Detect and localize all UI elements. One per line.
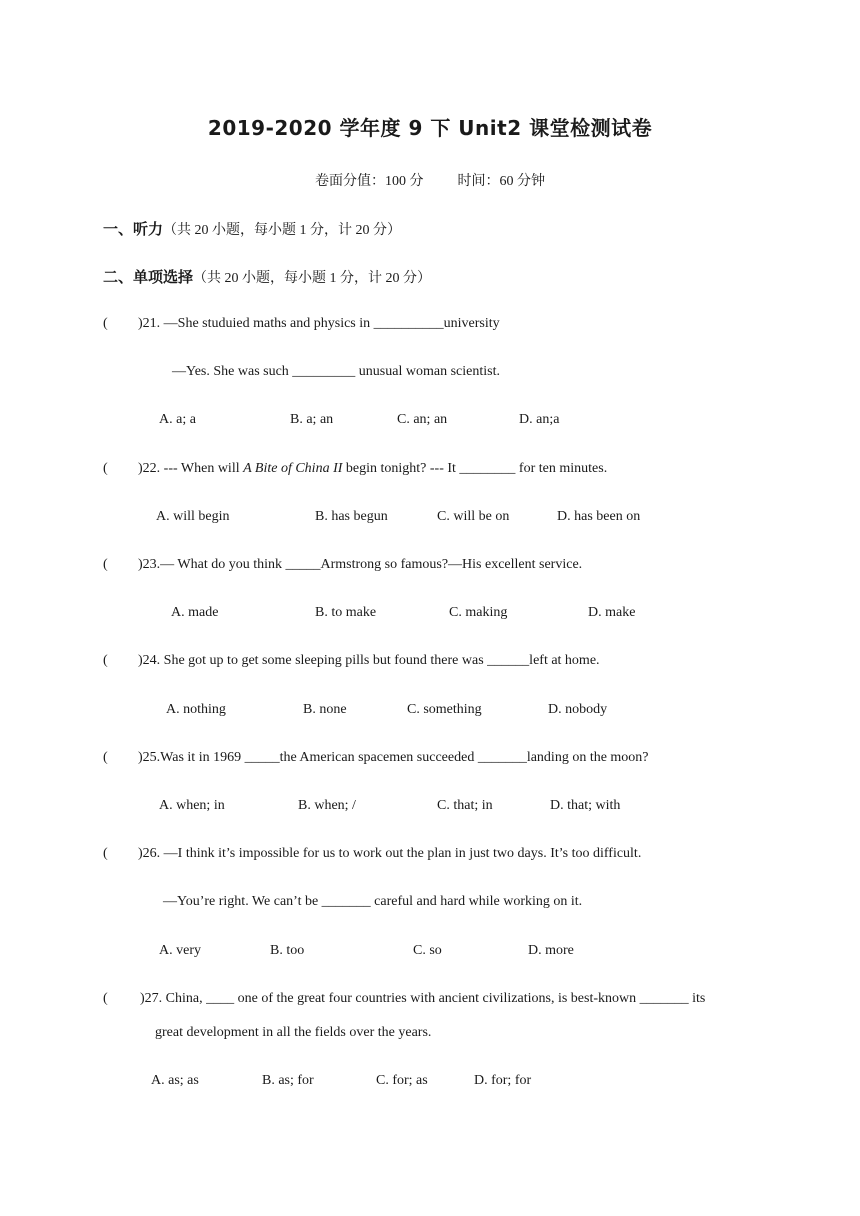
- answer-paren: (: [103, 846, 108, 861]
- option-c: C. for; as: [376, 1073, 428, 1088]
- option-b: B. as; for: [262, 1073, 314, 1088]
- option-a: A. as; as: [151, 1073, 199, 1088]
- option-c: C. so: [413, 943, 442, 958]
- question-stem: )21. —She studuied maths and physics in __________university: [138, 316, 500, 331]
- option-d: D. for; for: [474, 1073, 532, 1088]
- option-c: C. will be on: [437, 509, 510, 524]
- answer-paren: (: [103, 653, 108, 668]
- answer-paren: (: [103, 461, 108, 476]
- option-b: B. too: [270, 943, 305, 958]
- option-c: C. something: [407, 702, 482, 717]
- time-label: 时间：60 分钟: [457, 174, 545, 189]
- stem-part: )22. --- When will: [138, 461, 244, 476]
- option-a: A. will begin: [156, 509, 230, 524]
- section-heading: 二、单项选择: [103, 268, 194, 286]
- option-b: B. a; an: [290, 412, 334, 427]
- option-d: D. has been on: [557, 509, 641, 524]
- option-c: C. an; an: [397, 412, 448, 427]
- stem-italic-title: A Bite of China II: [243, 461, 343, 476]
- question-stem-continued: great development in all the fields over the years.: [155, 1025, 432, 1040]
- question-stem: )25.Was it in 1969 _____the American spacemen succeeded _______landing on the moon?: [138, 750, 649, 765]
- option-a: A. very: [159, 943, 201, 958]
- answer-paren: (: [103, 316, 108, 331]
- option-b: B. none: [303, 702, 347, 717]
- answer-paren: (: [103, 991, 108, 1006]
- option-a: A. when; in: [159, 798, 225, 813]
- option-d: D. that; with: [550, 798, 621, 813]
- question-response: —You’re right. We can’t be _______ careful and hard while working on it.: [163, 894, 583, 909]
- option-d: D. nobody: [548, 702, 608, 717]
- score-label: 卷面分值：100 分: [315, 174, 424, 189]
- option-d: D. an;a: [519, 412, 560, 427]
- option-d: D. make: [588, 605, 636, 620]
- option-c: C. making: [449, 605, 508, 620]
- section-heading: 一、听力: [103, 220, 164, 238]
- stem-part: begin tonight? --- It ________ for ten minutes.: [342, 461, 608, 476]
- section-listening: [103, 218, 401, 239]
- question-stem: )24. She got up to get some sleeping pills but found there was ______left at home.: [138, 653, 600, 668]
- answer-paren: (: [103, 750, 108, 765]
- question-stem: )27. China, ____ one of the great four countries with ancient civilizations, is best-known _______ its: [140, 991, 706, 1006]
- option-d: D. more: [528, 943, 574, 958]
- option-a: A. made: [171, 605, 219, 620]
- section-single-choice: [103, 266, 431, 287]
- option-a: A. a; a: [159, 412, 196, 427]
- option-b: B. has begun: [315, 509, 388, 524]
- question-stem: [138, 461, 607, 477]
- exam-meta: [0, 170, 860, 190]
- question-stem: )23.— What do you think _____Armstrong so famous?—His excellent service.: [138, 557, 583, 572]
- option-b: B. when; /: [298, 798, 356, 813]
- answer-paren: (: [103, 557, 108, 572]
- section-note: （共 20 小题，每小题 1 分，计 20 分）: [163, 223, 402, 238]
- question-stem: )26. —I think it’s impossible for us to work out the plan in just two days. It’s too difficult.: [138, 846, 642, 861]
- section-note: （共 20 小题，每小题 1 分，计 20 分）: [193, 271, 432, 286]
- page-title: 2019-2020 学年度 9 下 Unit2 课堂检测试卷: [207, 116, 653, 140]
- question-response: —Yes. She was such _________ unusual woman scientist.: [172, 364, 500, 379]
- option-a: A. nothing: [166, 702, 226, 717]
- option-c: C. that; in: [437, 798, 493, 813]
- option-b: B. to make: [315, 605, 377, 620]
